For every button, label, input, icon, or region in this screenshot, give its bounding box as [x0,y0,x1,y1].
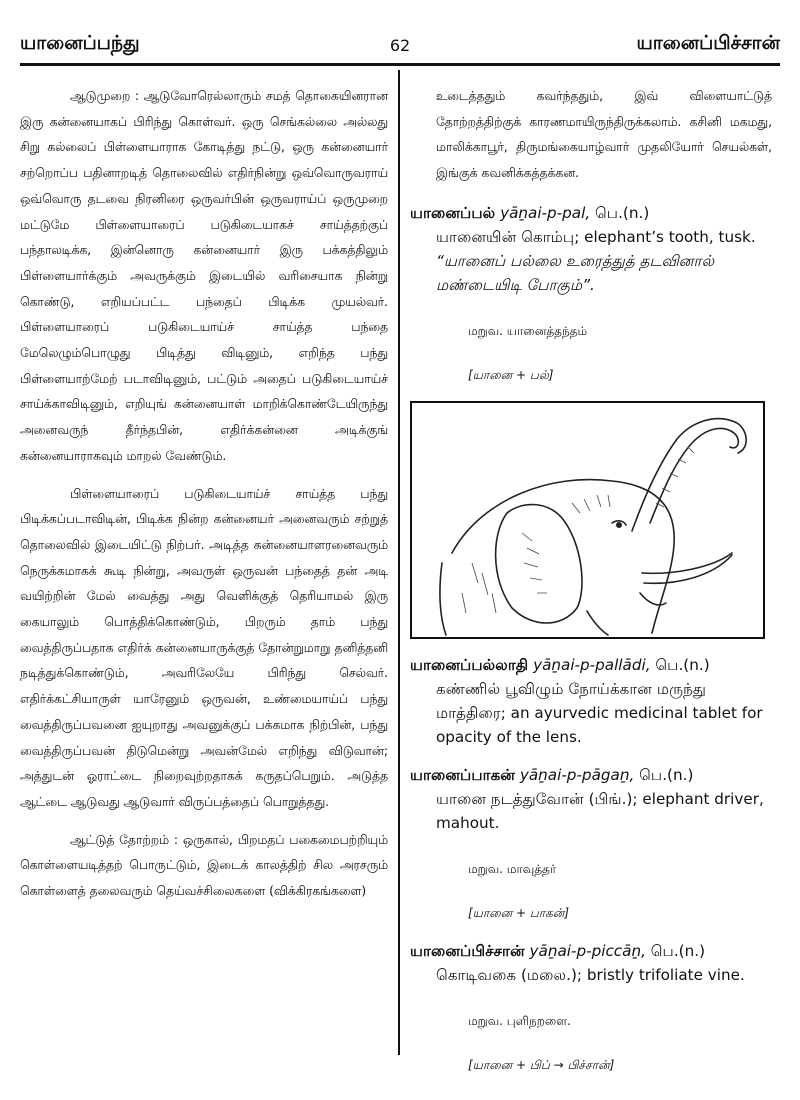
header-left-guide-word: யானைப்பந்து [20,32,140,54]
tamil-gloss: யானையின் கொம்பு; [436,227,580,246]
left-column [20,84,388,905]
elephant-drawing [412,403,763,637]
tamil-gloss: கண்ணில் பூவிழும் நோய்க்கான மருந்து மாத்திரை; [436,679,707,722]
transliteration: yāṉai-p-pal, [500,203,591,222]
synonym-line: மறுவ. புளிநறளை. [468,1013,571,1028]
english-gloss: elephant’s tooth, tusk. [584,227,756,246]
header-rule [20,63,780,66]
etymology-line: [யானை + பிப் → பிச்சான்] [468,1057,615,1072]
headword: யானைப்பல்லாதி [410,655,529,674]
headword: யானைப்பல் [410,203,496,222]
english-gloss: bristly trifoliate vine. [586,965,745,984]
right-column [410,84,772,1077]
dictionary-entry [410,201,772,387]
synonym-line: மறுவ. மாவுத்தர் [468,861,557,876]
english-gloss: elephant driver, mahout. [436,789,764,832]
etymology-line: [யானை + பல்] [468,367,554,382]
continued-text: உடைத்ததும் கவர்ந்ததும், இவ் விளையாட்டுத் தோற்றத்திற்குக் காரணமாயிருந்திருக்கலாம். கசினி மகமது, மாலிக்காபூர், திருமங்கையாழ்வார் முதலியோர் செயல்கள், இங்குக் கவனிக்கத்தக்கன. [436,89,772,181]
paragraph: ஆட்டுத் தோற்றம் : ஒருகால், பிறமதப் பகைமைபற்றியும் கொள்ளையடித்தற் பொருட்டும், இடைக் காலத்திற் சில அரசரும் கொள்ளைத் தலைவரும் தெய்வச்சிலைகளை (விக்கிரகங்களை) [20,832,388,899]
part-of-speech: பெ.(n.) [650,941,705,960]
headword: யானைப்பாகன் [410,765,516,784]
usage-quote: “யானைப் பல்லை உரைத்துத் தடவினால் மண்டையிடி போகும்”. [436,251,715,294]
paragraph: பிள்ளையாரைப் படுகிடையாய்ச் சாய்த்த பந்து பிடிக்கப்படாவிடின், பிடிக்க நின்ற கன்னையர் அனைவரும் சற்றுத் தொலைவில் இடையிட்டு நிற்பர். அடித்த கன்னையாளரனைவரும் நெருக்கமாகக் கூடி நின்று, அவருள் ஒருவன் பந்தைத் தன் அடி வயிற்றின் மேல் வைத்து அது வெளிக்குத் தெரியாமல் இரு கையாலும் பொத்திக்கொண்டும், பிறரும் தாம் பந்து வைத்திருப்பதாக எதிர்க் கன்னையாருக்குத் தோன்றுமாறு தனித்தனி நடித்துக்கொண்டும், அவரிலேயே பிரிந்து செல்வர். எதிர்க்கட்சியாருள் யாரேனும் ஒருவன், உண்மையாய்ப் பந்து வைத்திருப்பவனை ஐயுறாது அவனுக்குப் பக்கமாக நிற்பின், பந்து வைத்திருப்பவன் திடுமென்று அவன்மேல் எறிந்து விடுவான்; அத்துடன் ஓராட்டை நிறைவுற்றதாகக் கருதப்பெறும். அடுத்த ஆட்டை ஆடுவது ஆடுவார் விருப்பத்தைப் பொறுத்தது. [20,486,388,809]
dictionary-entry [410,763,772,925]
dictionary-entry [410,653,772,749]
tamil-gloss: யானை நடத்துவோன் (பிங்.); [436,789,638,808]
tamil-gloss: கொடிவகை (மலை.); [436,965,583,984]
transliteration: yāṉai-p-piccāṉ, [529,941,646,960]
paragraph: ஆடுமுறை : ஆடுவோரெல்லாரும் சமத் தொகையினரான இரு கன்னையாகப் பிரிந்து கொள்வர். ஒரு செங்கல்லை அல்லது சிறு கல்லைப் பிள்ளையாராக கோடித்து நட்டு, ஒரு கன்னையார் சற்றொப்ப பதினாறடித் தொலைவில் எதிர்நின்று ஒவ்வொருவராய் ஒவ்வொரு தடவை நிரனிரை ஒருவர்பின் ஒருவராய்ப் ஒருமுறை மட்டுமே பிள்ளையாரைப் படுகிடையாகச் சாய்த்தற்குப் பந்தாலடிக்க, இன்னொரு கன்னையார் இரு பக்கத்திலும் பிள்ளையார்க்கும் அவருக்கும் இடையில் வரிசையாக நின்று கொண்டு, எறியப்பட்ட பந்தைப் பிடிக்க முயல்வர். பிள்ளையாரைப் படுகிடையாய்ச் சாய்த்த பந்தை மேலெழும்பொழுது பிடித்து விடினும், எறிந்த பந்து பிள்ளையாற்மேற் படாவிடினும், பட்டும் அதைப் படுகிடையாய்ச் சாய்க்காவிடினும், எறியுங் கன்னையாள் மாறிக்கொண்டேயிருந்து அனைவருந் தீர்ந்தபின், எதிர்க்கன்னை அடிக்குங் கன்னையாராகவும் மாறல் வேண்டும். [20,89,388,463]
etymology-line: [யானை + பாகன்] [468,905,570,920]
column-divider [398,70,400,1055]
headword: யானைப்பிச்சான் [410,941,525,960]
page-number: 62 [389,36,411,55]
elephant-illustration [410,401,765,639]
dictionary-entry [410,939,772,1077]
page-header [20,22,780,62]
transliteration: yāṉai-p-pallādi, [533,655,651,674]
english-gloss: an ayurvedic medicinal tablet for opacity of the lens. [436,703,763,746]
part-of-speech: பெ.(n.) [655,655,710,674]
transliteration: yāṉai-p-pāgaṉ, [519,765,635,784]
synonym-line: மறுவ. யானைத்தந்தம் [468,323,588,338]
part-of-speech: பெ.(n.) [639,765,694,784]
header-right-guide-word: யானைப்பிச்சான் [636,32,780,54]
part-of-speech: பெ.(n.) [594,203,650,222]
